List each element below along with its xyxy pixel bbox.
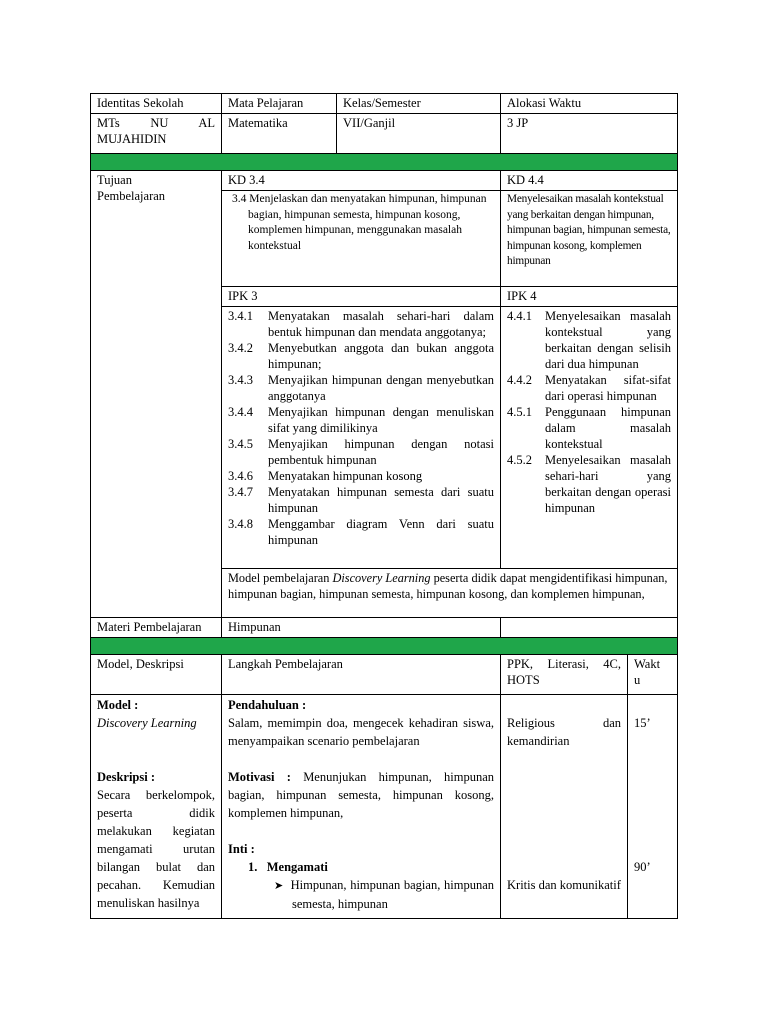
ppk-value-2: Kritis dan komunikatif [507,878,621,892]
waktu-value-2: 90’ [634,860,651,874]
list-item: 4.5.1 Penggunaan himpunan dalam masalah kontekstual [507,405,672,451]
tujuan-label-line1: Tujuan [97,173,132,187]
kd-right-text: Menyelesaikan masalah kontekstual yang berkaitan dengan himpunan, himpunan bagian, himpunan semesta, himpunan kosong, komplemen himpunan [507,193,671,268]
kd-right-title: KD 4.4 [501,171,678,191]
school-name-cell [91,114,222,154]
deskripsi-label: Deskripsi : [97,770,155,784]
materi-row [91,618,678,638]
ipk-left-title: IPK 3 [222,287,501,307]
arrow-bullet-icon: ➤ [274,879,284,892]
ipk-left-list [228,308,494,548]
header-row [91,94,678,114]
school-name-line1: MTs NU AL [97,116,215,130]
ipk-right-cell [501,307,678,569]
summary-model-name: Discovery Learning [332,571,431,585]
pendahuluan-text: Salam, memimpin doa, mengecek kehadiran siswa, menyampaikan scenario pembelajaran [228,716,494,748]
list-item: 4.4.2 Menyatakan sifat-sifat dari operasi himpunan [507,373,672,403]
kd-title-row [91,171,678,191]
kd-left-cell [222,191,501,287]
identity-row [91,114,678,154]
ipk-left-cell [222,307,501,569]
materi-empty [501,618,678,638]
model-description-cell [91,695,222,919]
langkah-cell [222,695,501,919]
materi-label: Materi Pembelajaran [91,618,222,638]
list-item: 3.4.3 Menyajikan himpunan dengan menyebutkan anggotanya [228,373,494,403]
header-kelas-semester: Kelas/Semester [337,94,501,114]
ppk-value-1: Religious dan kemandirian [507,716,621,748]
list-item: 3.4.2 Menyebutkan anggota dan bukan anggota himpunan; [228,341,494,371]
list-item: 3.4.6 Menyatakan himpunan kosong [228,469,423,483]
motivasi-label: Motivasi : [228,770,291,784]
model-value: Discovery Learning [97,716,197,730]
class-value: VII/Ganjil [337,114,501,154]
activity-body-row [91,695,678,919]
subject-value: Matematika [222,114,337,154]
deskripsi-text: Secara berkelompok, peserta didik melakukan kegiatan mengamati urutan bilangan bulat dan pecahan. Kemudian menuliskan hasilnya [97,788,215,910]
header-identitas-sekolah: Identitas Sekolah [91,94,222,114]
motivasi-paragraph [228,768,494,822]
list-item: 3.4.1 Menyatakan masalah sehari-hari dalam bentuk himpunan dan mendata anggotanya; [228,309,494,339]
tujuan-label-line2: Pembelajaran [97,189,166,203]
green-separator-2 [91,638,678,655]
model-label: Model : [97,698,139,712]
materi-value: Himpunan [222,618,501,638]
ipk-right-list [507,308,671,516]
header-alokasi-waktu: Alokasi Waktu [501,94,678,114]
kd-right-cell [501,191,678,287]
activity-header-waktu: Wakt u [628,655,678,695]
kd-left-title: KD 3.4 [222,171,501,191]
motivasi-text: Menunjukan himpunan, himpunan bagian, himpunan semesta, himpunan kosong, komplemen himpunan, [228,770,494,820]
lesson-plan-table [90,93,677,919]
ipk-right-title: IPK 4 [501,287,678,307]
step-mengamati-item: ➤ Himpunan, himpunan bagian, himpunan semesta, himpunan [274,878,495,911]
time-value: 3 JP [501,114,678,154]
kd-left-text: 3.4 Menjelaskan dan menyatakan himpunan, himpunan bagian, himpunan semesta, himpunan kosong, komplemen himpunan, menggunakan masalah kontekstual [232,193,487,252]
tujuan-summary-cell: Model pembelajaran Discovery Learning peserta didik dapat mengidentifikasi himpunan, himpunan bagian, himpunan semesta, himpunan kosong, dan komplemen himpunan, [222,569,678,618]
list-item: 3.4.8 Menggambar diagram Venn dari suatu himpunan [228,517,494,547]
waktu-value-1: 15’ [634,716,651,730]
list-item: 4.5.2 Menyelesaikan masalah sehari-hari yang berkaitan dengan operasi himpunan [507,453,672,515]
list-item: 3.4.4 Menyajikan himpunan dengan menuliskan sifat yang dimilikinya [228,405,494,435]
tujuan-label-cell [91,171,222,618]
activity-header-ppk: PPK, Literasi, 4C, HOTS [501,655,628,695]
step-mengamati: 1. Mengamati [248,860,328,874]
pendahuluan-label: Pendahuluan : [228,698,307,712]
school-name-line2: MUJAHIDIN [97,132,167,146]
activity-header-model: Model, Deskripsi [91,655,222,695]
inti-label: Inti : [228,842,255,856]
list-item: 4.4.1 Menyelesaikan masalah kontekstual yang berkaitan dengan selisih dari dua himpunan [507,309,672,371]
activity-header-langkah: Langkah Pembelajaran [222,655,501,695]
green-separator-1 [91,154,678,171]
list-item: 3.4.7 Menyatakan himpunan semesta dari suatu himpunan [228,485,494,515]
ppk-cell [501,695,628,919]
activity-header-row [91,655,678,695]
list-item: 3.4.5 Menyajikan himpunan dengan notasi pembentuk himpunan [228,437,494,467]
header-mata-pelajaran: Mata Pelajaran [222,94,337,114]
waktu-cell [628,695,678,919]
